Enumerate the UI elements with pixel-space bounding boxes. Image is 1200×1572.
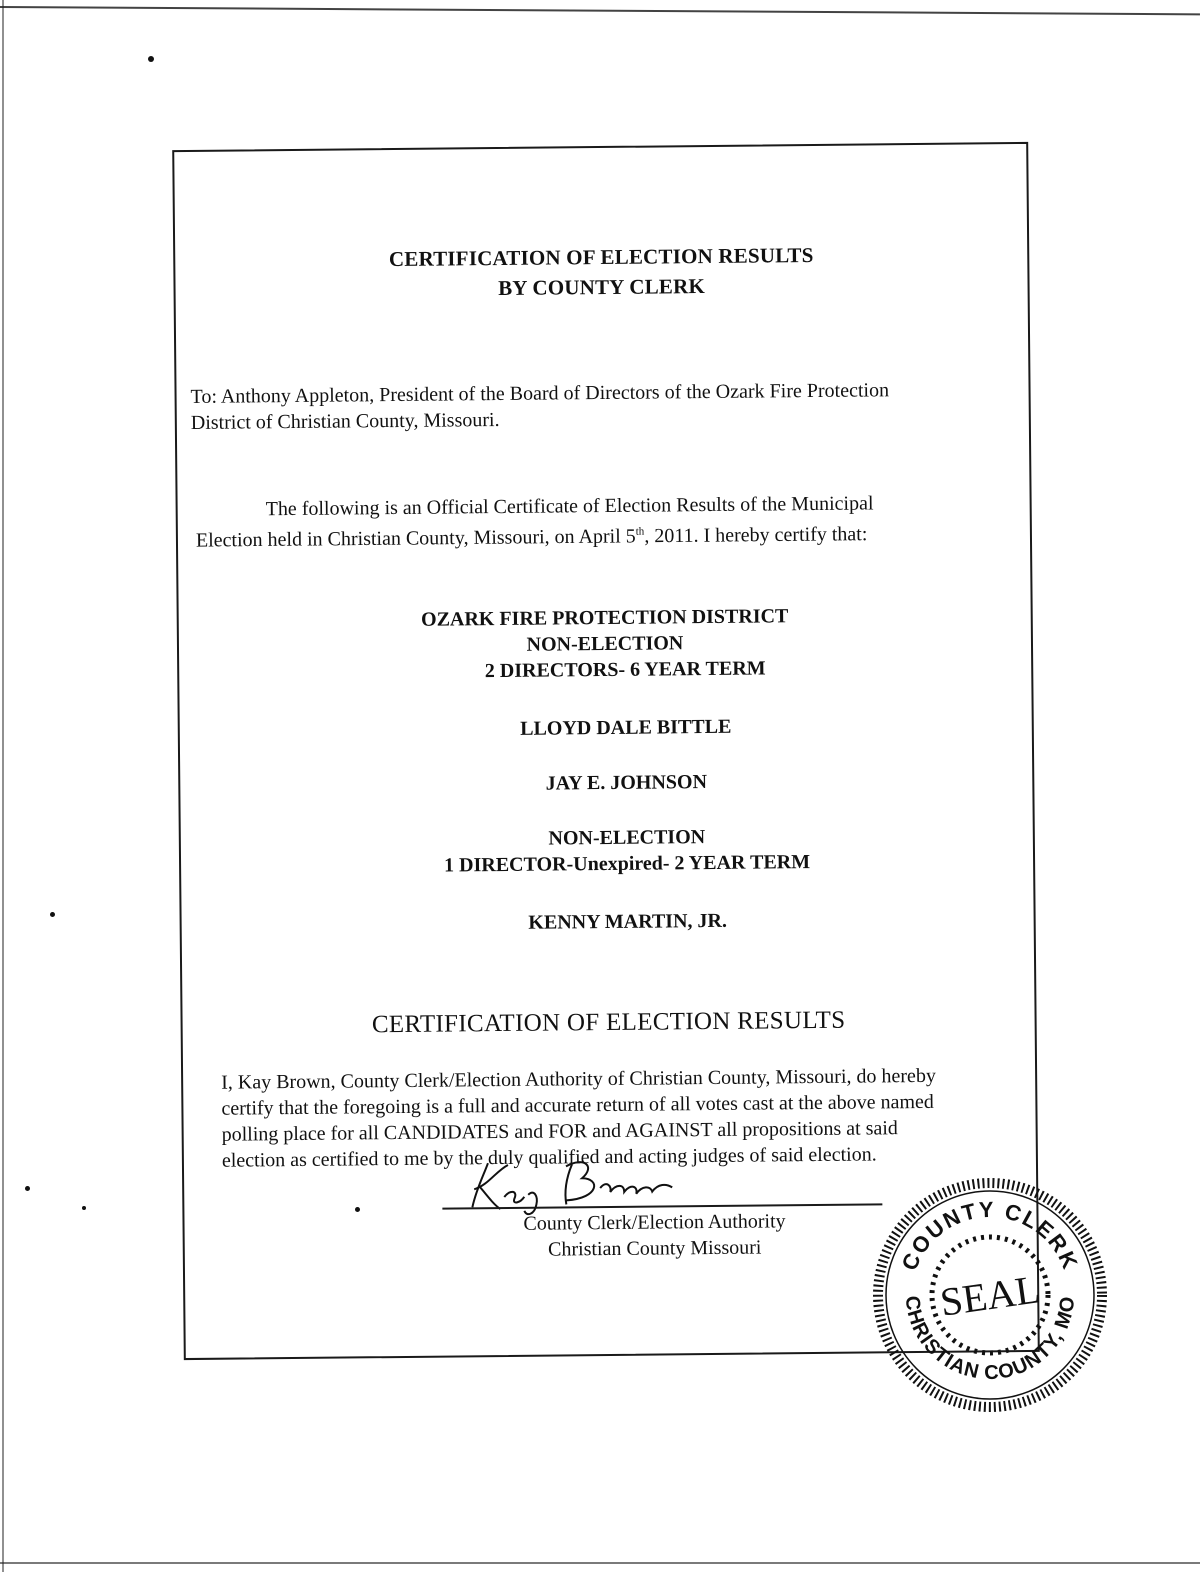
contest-1-office: 2 DIRECTORS- 6 YEAR TERM (484, 657, 766, 683)
certification-line-3: polling place for all CANDIDATES and FOR and AGAINST all propositions at said (221, 1117, 898, 1146)
scan-edge-left (2, 0, 4, 1572)
candidate-1: LLOYD DALE BITTLE (520, 715, 732, 740)
seal-top-text: COUNTY CLERK (896, 1196, 1084, 1275)
scan-speck (82, 1206, 86, 1210)
intro-line-1: The following is an Official Certificate of Election Results of the Municipal (265, 492, 874, 521)
scan-edge-top (0, 6, 1200, 15)
certification-line-2: certify that the foregoing is a full and accurate return of all votes cast at the above named (221, 1090, 934, 1120)
certification-line-1: I, Kay Brown, County Clerk/Election Authority of Christian County, Missouri, do hereby (221, 1064, 936, 1094)
scan-speck (25, 1186, 30, 1191)
signature-county: Christian County Missouri (547, 1236, 762, 1261)
scan-speck (50, 912, 55, 917)
candidate-2: JAY E. JOHNSON (545, 771, 708, 795)
intro-line-2: Election held in Christian County, Missouri, on April 5th, 2011. I hereby certify that: (195, 523, 868, 552)
document-title: CERTIFICATION OF ELECTION RESULTS (388, 242, 814, 272)
contest-2-office: 1 DIRECTOR-Unexpired- 2 YEAR TERM (444, 851, 811, 877)
district-name: OZARK FIRE PROTECTION DISTRICT (420, 605, 789, 631)
scan-speck (148, 56, 154, 62)
addressee-line-1: To: Anthony Appleton, President of the Board of Directors of the Ozark Fire Protection (190, 379, 890, 408)
candidate-3: KENNY MARTIN, JR. (528, 909, 728, 934)
seal-center-text: SEAL (937, 1266, 1043, 1325)
certification-line-4: election as certified to me by the duly qualified and acting judges of said election. (221, 1143, 877, 1172)
document-subtitle: BY COUNTY CLERK (498, 274, 706, 301)
scan-edge-bottom (0, 1562, 1200, 1564)
certification-heading: CERTIFICATION OF ELECTION RESULTS (371, 1006, 846, 1039)
addressee-line-2: District of Christian County, Missouri. (190, 409, 500, 434)
county-clerk-seal (870, 1175, 1110, 1415)
contest-2-status: NON-ELECTION (548, 826, 706, 850)
seal-bottom-text: CHRISTIAN COUNTY, MO (900, 1294, 1080, 1385)
signature-title: County Clerk/Election Authority (523, 1210, 786, 1235)
contest-1-status: NON-ELECTION (526, 632, 684, 656)
